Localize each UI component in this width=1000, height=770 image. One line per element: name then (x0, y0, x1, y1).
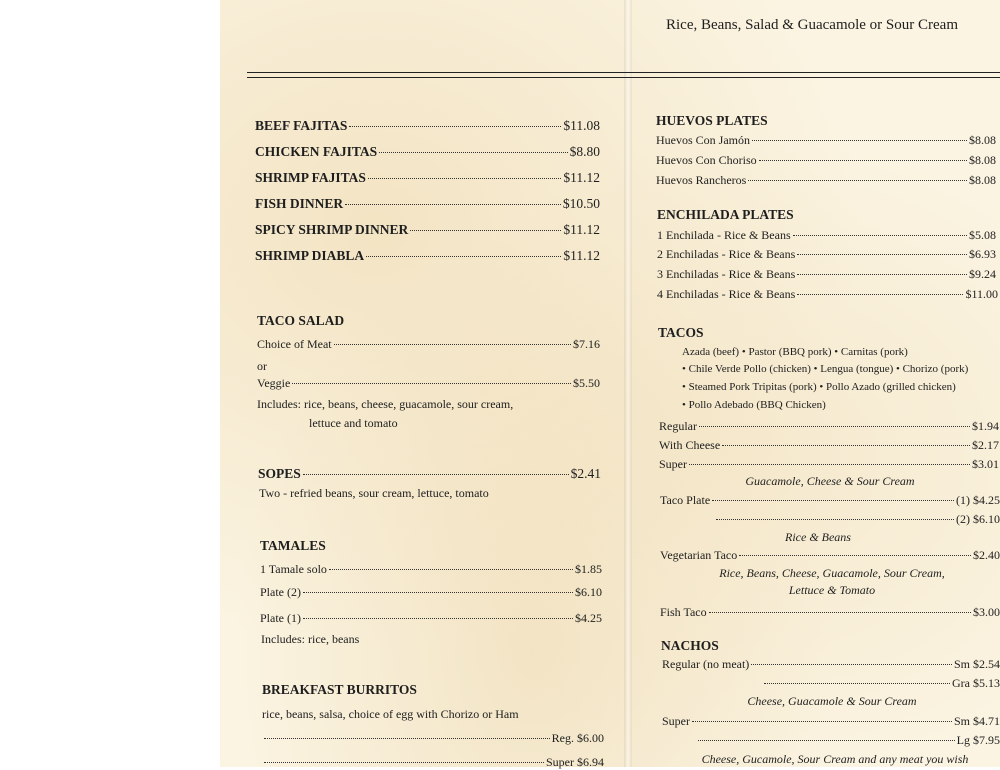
dot-leader (303, 592, 573, 593)
item-name: BEEF FAJITAS (255, 118, 348, 133)
item-price: (1) $4.25 (956, 493, 1000, 507)
item-name: Plate (1) (260, 611, 301, 625)
item-name: SHRIMP DIABLA (255, 248, 365, 263)
section-title-taco-salad: TACO SALAD (257, 313, 345, 328)
menu-item-nachos-super-lg (696, 733, 1000, 748)
item-name: Super (662, 714, 690, 728)
dot-leader (349, 126, 561, 127)
item-price: $2.41 (570, 466, 601, 481)
item-price: Reg. $6.00 (551, 731, 604, 745)
item-price: $11.00 (965, 287, 998, 301)
item-price: $9.24 (969, 267, 996, 281)
item-price: $8.08 (969, 173, 996, 187)
dot-leader (739, 555, 971, 556)
item-price: Sm $4.71 (953, 714, 1000, 728)
menu-item-enchilada-4 (657, 287, 998, 302)
item-price: $11.08 (563, 118, 600, 133)
menu-item-shrimp-diabla (255, 248, 600, 264)
item-name: SPICY SHRIMP DINNER (255, 222, 409, 237)
item-name: SOPES (258, 466, 301, 481)
dot-leader (759, 160, 967, 161)
item-name: Huevos Con Jamón (656, 133, 750, 147)
tamales-includes: Includes: rice, beans (261, 632, 360, 646)
dot-leader (709, 612, 971, 613)
dot-leader (716, 519, 954, 520)
item-price: $5.08 (969, 228, 996, 242)
dot-leader (292, 383, 571, 384)
dot-leader (410, 230, 561, 231)
menu-item-taco-super (659, 457, 999, 472)
item-name: Taco Plate (660, 493, 711, 507)
dot-leader (793, 235, 967, 236)
menu-item-nachos-super-sm (662, 714, 1000, 729)
sopes-description: Two - refried beans, sour cream, lettuce, tomato (259, 486, 489, 500)
item-name: Huevos Con Choriso (656, 153, 757, 167)
item-name: Choice of Meat (257, 337, 332, 351)
menu-item-veggie (257, 376, 600, 391)
menu-item-taco-plate-1 (660, 493, 1000, 508)
dot-leader (752, 140, 967, 141)
menu-item-tamale-plate-2 (260, 585, 602, 600)
item-price: $3.00 (973, 605, 1000, 619)
dot-leader (345, 204, 561, 205)
page-fold (624, 0, 632, 767)
dot-leader (303, 474, 569, 475)
menu-item-taco-plate-2 (714, 512, 1000, 527)
menu-item-choice-of-meat (257, 337, 600, 352)
item-price: $3.01 (972, 457, 999, 471)
item-price: $10.50 (562, 196, 600, 211)
dot-leader (748, 180, 967, 181)
item-price: $11.12 (563, 170, 600, 185)
section-title-nachos: NACHOS (661, 638, 719, 653)
section-title-breakfast-burritos: BREAKFAST BURRITOS (262, 682, 417, 697)
taco-salad-includes-line-2: lettuce and tomato (309, 416, 398, 430)
menu-item-breakfast-super (262, 755, 604, 770)
dot-leader (764, 683, 950, 684)
item-price: $8.80 (569, 144, 600, 159)
taco-meats-line-1: Azada (beef) • Pastor (BBQ pork) • Carnitas (pork) (682, 346, 908, 358)
menu-item-beef-fajitas (255, 118, 600, 134)
menu-item-vegetarian-taco (660, 548, 1000, 563)
menu-item-shrimp-fajitas (255, 170, 600, 186)
dot-leader (368, 178, 561, 179)
vegetarian-taco-note-1: Rice, Beans, Cheese, Guacamole, Sour Cream, (719, 566, 945, 580)
item-price: $8.08 (969, 133, 996, 147)
item-name: SHRIMP FAJITAS (255, 170, 366, 185)
item-name: Fish Taco (660, 605, 707, 619)
item-name: Regular (659, 419, 697, 433)
item-price: $1.85 (575, 562, 602, 576)
menu-item-taco-regular (659, 419, 999, 434)
menu-item-fish-taco (660, 605, 1000, 620)
dot-leader (379, 152, 567, 153)
menu-item-spicy-shrimp-dinner (255, 222, 600, 238)
dot-leader (689, 464, 970, 465)
or-text: or (257, 359, 267, 373)
item-name: 1 Enchilada - Rice & Beans (657, 228, 791, 242)
item-price: Sm $2.54 (953, 657, 1000, 671)
dot-leader (699, 426, 970, 427)
item-name: 1 Tamale solo (260, 562, 327, 576)
item-name: Vegetarian Taco (660, 548, 738, 562)
taco-plate-note: Rice & Beans (785, 530, 851, 544)
item-price: Gra $5.13 (952, 676, 1000, 690)
item-name: FISH DINNER (255, 196, 344, 211)
item-price: $11.12 (563, 222, 600, 237)
dot-leader (329, 569, 573, 570)
item-name: Regular (no meat) (662, 657, 750, 671)
item-price: $1.94 (972, 419, 999, 433)
menu-item-enchilada-2 (657, 247, 996, 262)
header-title: Rice, Beans, Salad & Guacamole or Sour Cream (666, 17, 959, 33)
item-price: $11.12 (563, 248, 600, 263)
item-price: (2) $6.10 (956, 512, 1000, 526)
menu-item-tamale-solo (260, 562, 602, 577)
item-price: $8.08 (969, 153, 996, 167)
taco-salad-includes-line-1: Includes: rice, beans, cheese, guacamole, sour cream, (257, 397, 514, 411)
item-name: With Cheese (659, 438, 721, 452)
menu-item-breakfast-reg (262, 731, 604, 746)
item-price: $6.10 (575, 585, 602, 599)
item-price: Lg $7.95 (956, 733, 1000, 747)
breakfast-description: rice, beans, salsa, choice of egg with Chorizo or Ham (262, 707, 519, 721)
item-price: $5.50 (573, 376, 600, 390)
item-name: 3 Enchiladas - Rice & Beans (657, 267, 796, 281)
item-price: $6.93 (969, 247, 996, 261)
item-name: Plate (2) (260, 585, 301, 599)
item-name: Huevos Rancheros (656, 173, 747, 187)
menu-item-huevos-choriso (656, 153, 996, 168)
item-name: CHICKEN FAJITAS (255, 144, 378, 159)
section-title-tacos: TACOS (658, 325, 704, 340)
item-price: $2.40 (973, 548, 1000, 562)
taco-meats-line-3: • Steamed Pork Tripitas (pork) • Pollo Azado (grilled chicken) (682, 381, 956, 393)
item-price: Super $6.94 (546, 755, 604, 769)
menu-item-enchilada-1 (657, 228, 996, 243)
dot-leader (722, 445, 970, 446)
item-name: Super (659, 457, 687, 471)
menu-item-huevos-jamon (656, 133, 996, 148)
menu-item-nachos-regular-sm (662, 657, 1000, 672)
section-title-tamales: TAMALES (260, 538, 326, 553)
menu-item-sopes (258, 466, 601, 482)
section-title-huevos-plates: HUEVOS PLATES (656, 113, 768, 128)
dot-leader (797, 294, 963, 295)
dot-leader (751, 664, 952, 665)
menu-item-huevos-rancheros (656, 173, 996, 188)
dot-leader (797, 254, 967, 255)
dot-leader (264, 738, 550, 739)
dot-leader (303, 618, 573, 619)
dot-leader (334, 344, 571, 345)
dot-leader (712, 500, 954, 501)
item-price: $4.25 (575, 611, 602, 625)
item-name: 2 Enchiladas - Rice & Beans (657, 247, 796, 261)
header-rule-bottom (247, 77, 1000, 78)
item-price: $7.16 (573, 337, 600, 351)
nachos-super-note: Cheese, Gucamole, Sour Cream and any meat you wish (701, 752, 969, 766)
taco-super-note: Guacamole, Cheese & Sour Cream (745, 474, 915, 488)
menu-item-taco-with-cheese (659, 438, 999, 453)
taco-meats-line-4: • Pollo Adebado (BBQ Chicken) (682, 399, 826, 411)
menu-item-tamale-plate-1 (260, 611, 602, 626)
menu-item-fish-dinner (255, 196, 600, 212)
dot-leader (264, 762, 544, 763)
dot-leader (797, 274, 967, 275)
dot-leader (366, 256, 561, 257)
item-name: Veggie (257, 376, 291, 390)
item-name: 4 Enchiladas - Rice & Beans (657, 287, 796, 301)
nachos-regular-note: Cheese, Guacamole & Sour Cream (747, 694, 917, 708)
header-rule-top (247, 72, 1000, 73)
item-price: $2.17 (972, 438, 999, 452)
menu-item-chicken-fajitas (255, 144, 600, 160)
vegetarian-taco-note-2: Lettuce & Tomato (788, 583, 876, 597)
dot-leader (692, 721, 952, 722)
section-title-enchilada-plates: ENCHILADA PLATES (657, 207, 794, 222)
menu-item-enchilada-3 (657, 267, 996, 282)
dot-leader (698, 740, 955, 741)
taco-meats-line-2: • Chile Verde Pollo (chicken) • Lengua (tongue) • Chorizo (pork) (682, 363, 969, 375)
menu-item-nachos-regular-gra (762, 676, 1000, 691)
